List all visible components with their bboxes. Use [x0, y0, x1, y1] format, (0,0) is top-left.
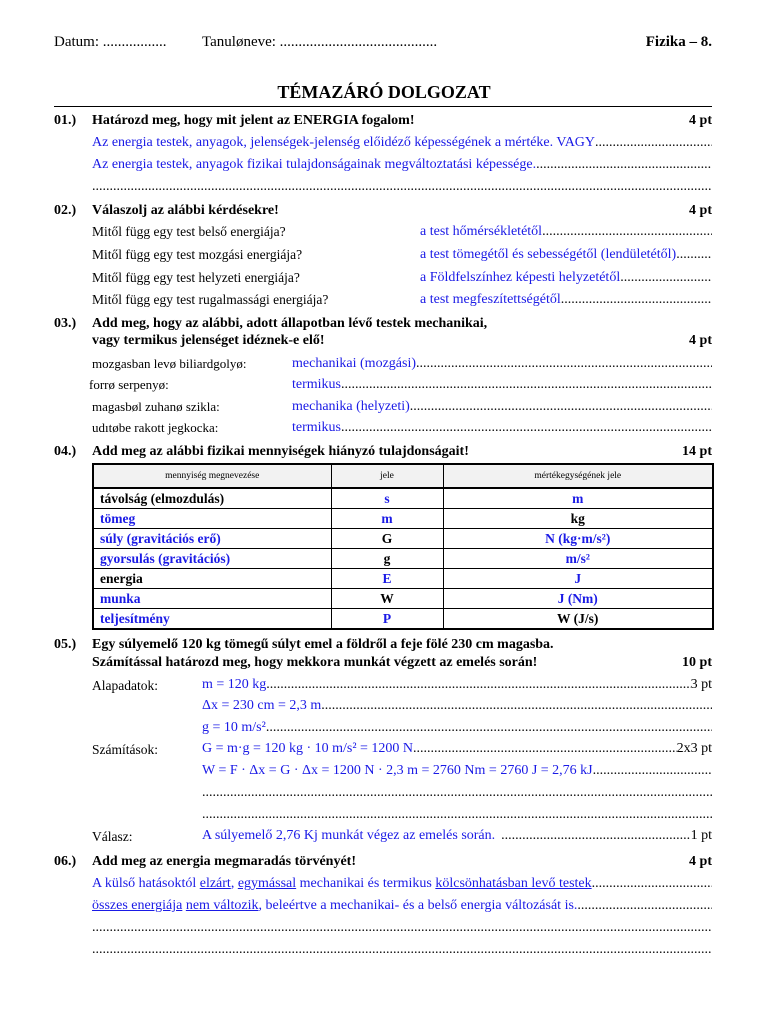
q2-row-question: Mitől függ egy test mozgási energiája? — [92, 247, 303, 262]
underlined-term: összes energiája — [92, 898, 183, 913]
q1-answer-line-2 — [92, 157, 712, 175]
q5-label-calc: Számítások: — [92, 742, 158, 757]
table-row — [93, 488, 713, 509]
table-cell-name: tömeg — [93, 509, 331, 529]
q3-row-answer — [292, 356, 712, 374]
table-row — [93, 549, 713, 569]
q5-label-data: Alapadatok: — [92, 678, 158, 693]
q3-question-line-1: Add meg, hogy az alábbi, adott állapotban lévő testek mechanikai, — [92, 316, 488, 331]
underlined-term: kölcsönhatásban levő testek — [435, 876, 592, 891]
table-cell-name: gyorsulás (gravitációs) — [93, 549, 331, 569]
q5-calc-line-3 — [202, 785, 712, 803]
q4-points: 14 pt — [682, 444, 712, 459]
table-row — [93, 569, 713, 589]
q5-data-line-1 — [202, 677, 712, 695]
table-cell-unit: N (kg·m/s²) — [443, 529, 713, 549]
table-row — [93, 609, 713, 630]
table-row — [93, 509, 713, 529]
table-cell-symbol: G — [331, 529, 443, 549]
underlined-term: elzárt — [199, 876, 231, 891]
underlined-term: nem változik — [185, 898, 259, 913]
q1-number: 01.) — [54, 113, 77, 128]
q5-calc-1: G = m·g = 120 kg · 10 m/s² = 1200 N — [202, 741, 414, 756]
text-run: mechanikai és termikus — [296, 876, 436, 891]
table-cell-symbol: s — [331, 488, 443, 509]
text-run: , — [230, 876, 238, 891]
q1-question: Határozd meg, hogy mit jelent az ENERGIA fogalom! — [92, 113, 415, 128]
student-name-field: Tanuløneve: .......................................... — [202, 34, 438, 50]
table-cell-name: távolság (elmozdulás) — [93, 488, 331, 509]
table-cell-unit: J — [443, 569, 713, 589]
q2-number: 02.) — [54, 203, 77, 218]
q3-row-question: magasbøl zuhanø szikla: — [92, 399, 220, 414]
q5-data-3: g = 10 m/s² — [202, 720, 266, 735]
table-cell-unit: kg — [443, 509, 713, 529]
q6-answer-line-4 — [92, 942, 712, 960]
q6-points: 4 pt — [689, 854, 712, 869]
table-cell-symbol: m — [331, 509, 443, 529]
q3-number: 03.) — [54, 316, 77, 331]
subject-label: Fizika – 8. — [645, 34, 712, 50]
q5-data-points: 3 pt — [690, 677, 712, 692]
q5-answer: A súlyemelő 2,76 Kj munkát végez az emelés során. — [202, 828, 496, 843]
q5-question-line-2: Számítással határozd meg, hogy mekkora munkát végzett az emelés során! — [92, 655, 538, 670]
q3-row-answer — [292, 399, 712, 417]
table-row — [93, 589, 713, 609]
q6-answer-line-3 — [92, 920, 712, 938]
q6-number: 06.) — [54, 854, 77, 869]
table-cell-unit: m — [443, 488, 713, 509]
q2-row-answer — [420, 247, 712, 265]
table-cell-symbol: P — [331, 609, 443, 630]
q5-data-2: Δx = 230 cm = 2,3 m — [202, 698, 322, 713]
table-cell-unit: m/s² — [443, 549, 713, 569]
table-cell-name: súly (gravitációs erő) — [93, 529, 331, 549]
q1-answer-line-3 — [92, 179, 712, 197]
title-rule — [54, 106, 712, 107]
table-cell-symbol: E — [331, 569, 443, 589]
q5-calc-line-4 — [202, 807, 712, 825]
q5-calc-line-2 — [202, 763, 712, 781]
q3-points: 4 pt — [689, 333, 712, 348]
q3-answer-text: termikus — [292, 420, 341, 435]
table-cell-name: energia — [93, 569, 331, 589]
q3-row-question: mozgasban levø biliardgolyø: — [92, 356, 247, 371]
q6-answer-line-2-text — [92, 898, 577, 914]
q3-row-answer — [292, 420, 712, 438]
table-header: mértékegységének jele — [443, 464, 713, 488]
q2-row-question: Mitől függ egy test helyzeti energiája? — [92, 270, 300, 285]
q2-row-answer — [420, 224, 712, 242]
table-row — [93, 529, 713, 549]
q3-answer-text: mechanikai (mozgási) — [292, 356, 417, 371]
q5-data-line-3 — [202, 720, 712, 738]
q5-points: 10 pt — [682, 655, 712, 670]
q2-answer-text: a test megfeszítettségétől — [420, 292, 561, 307]
table-cell-symbol: W — [331, 589, 443, 609]
q5-answer-line — [202, 828, 712, 846]
q2-question: Válaszolj az alábbi kérdésekre! — [92, 203, 279, 218]
table-cell-name: teljesítmény — [93, 609, 331, 630]
q1-answer-1: Az energia testek, anyagok, jelenségek-jelenség előidéző képességének a mértéke. VAGY — [92, 135, 596, 150]
q3-answer-text: mechanika (helyzeti) — [292, 399, 410, 414]
q2-answer-text: a test hőmérsékletétől — [420, 224, 543, 239]
page-title: TÉMAZÁRÓ DOLGOZAT — [277, 82, 491, 102]
q4-number: 04.) — [54, 444, 77, 459]
q5-label-answer: Válasz: — [92, 829, 133, 844]
q5-answer-points: 1 pt — [690, 828, 712, 843]
q5-calc-2: W = F · Δx = G · Δx = 1200 N · 2,3 m = 2760 Nm = 2760 J = 2,76 kJ — [202, 763, 593, 778]
q3-answer-text: termikus — [292, 377, 341, 392]
q2-answer-text: a test tömegétől és sebességétől (lendületétől) — [420, 247, 677, 262]
q5-data-1: m = 120 kg — [202, 677, 267, 692]
table-header: mennyiség megnevezése — [93, 464, 331, 488]
q2-points: 4 pt — [689, 203, 712, 218]
table-cell-name: munka — [93, 589, 331, 609]
text-run: , beleértve a mechanikai- és a belső energia változását is. — [258, 898, 578, 913]
q1-answer-line-1 — [92, 135, 712, 153]
table-cell-symbol: g — [331, 549, 443, 569]
table-header: jele — [331, 464, 443, 488]
table-cell-unit: W (J/s) — [443, 609, 713, 630]
q6-answer-line-2 — [92, 898, 712, 916]
q1-answer-2: Az energia testek, anyagok fizikai tulajdonságainak megváltoztatási képessége. — [92, 157, 537, 172]
q3-question-line-2: vagy termikus jelenséget idéznek-e elő! — [92, 333, 325, 348]
q6-question: Add meg az energia megmaradás törvényét! — [92, 854, 356, 869]
q3-row-question: udıtøbe rakott jegkocka: — [92, 420, 219, 435]
date-field: Datum: ................. — [54, 34, 167, 50]
table-cell-unit: J (Nm) — [443, 589, 713, 609]
q6-answer-line-1-text — [92, 876, 592, 892]
q5-data-line-2 — [202, 698, 712, 716]
q4-question: Add meg az alábbi fizikai mennyiségek hiányzó tulajdonságait! — [92, 444, 469, 459]
q2-row-question: Mitől függ egy test belső energiája? — [92, 224, 286, 239]
q3-row-question: forrø serpenyø: — [89, 377, 169, 392]
table-header-row — [93, 464, 713, 488]
q2-row-question: Mitől függ egy test rugalmassági energiája? — [92, 292, 329, 307]
q5-calc-line-1 — [202, 741, 712, 759]
underlined-term: egymással — [237, 876, 297, 891]
q2-row-answer — [420, 292, 712, 310]
q6-answer-line-1 — [92, 876, 712, 894]
q4-table — [92, 463, 714, 630]
text-run: A külső hatásoktól — [92, 876, 200, 891]
q1-points: 4 pt — [689, 113, 712, 128]
q5-calc-points: 2x3 pt — [676, 741, 712, 756]
q5-question-line-1: Egy súlyemelő 120 kg tömegű súlyt emel a földről a feje fölé 230 cm magasba. — [92, 637, 554, 652]
q5-number: 05.) — [54, 637, 77, 652]
q2-answer-text: a Földfelszínhez képesti helyzetétől — [420, 270, 621, 285]
q2-row-answer — [420, 270, 712, 288]
q3-row-answer — [292, 377, 712, 395]
